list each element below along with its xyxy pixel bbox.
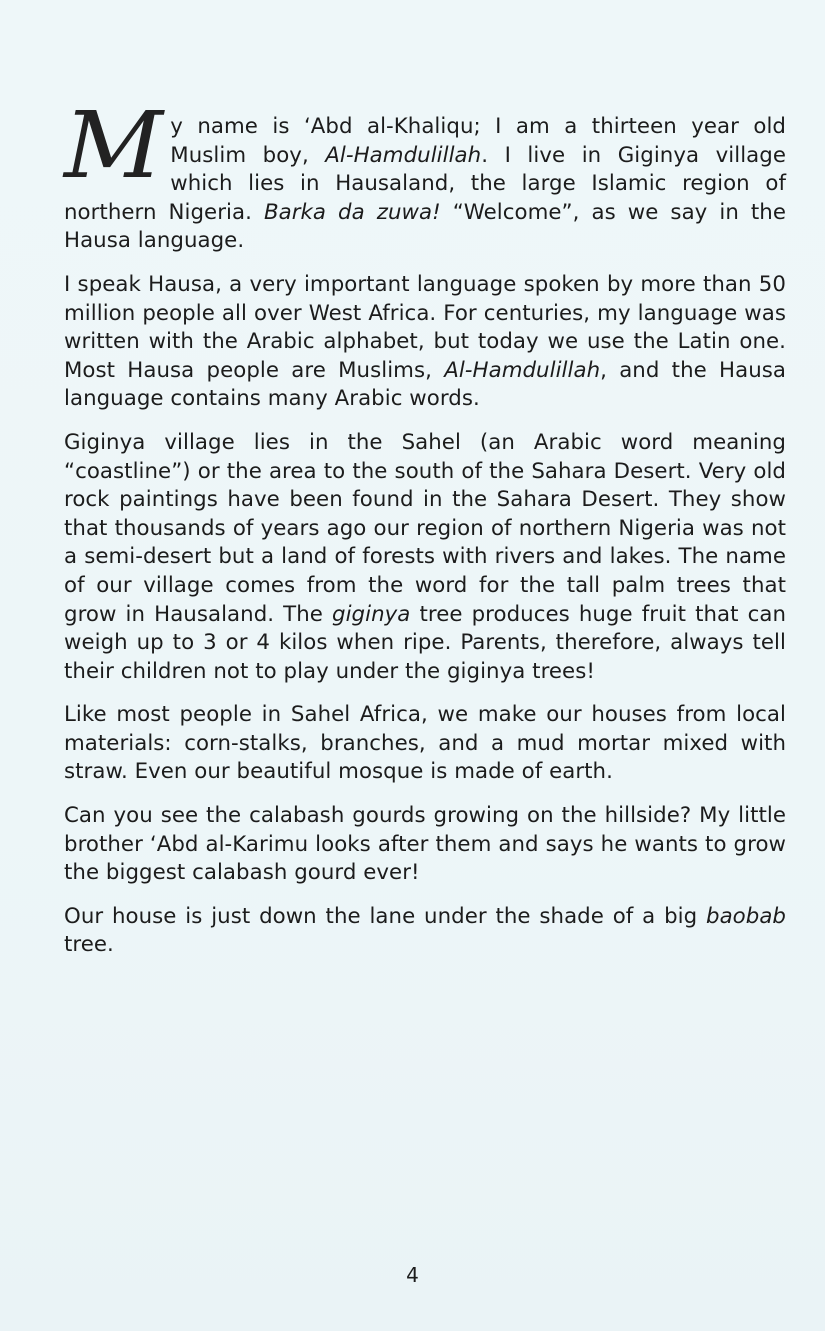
text-run: Like most people in Sahel Africa, we make our houses from local materials: corn-stalks, branches, and a mud mortar mixed with straw. Even our beautiful mosque is made of earth. [64, 702, 786, 785]
paragraph-4 [64, 701, 786, 787]
text-run: y name is ‘Abd al-Khaliqu; I am a thirteen year old Muslim boy, [170, 114, 786, 168]
text-run: Can you see the calabash gourds growing on the hillside? My little brother ‘Abd al-Karimu looks after them and says he wants to grow the biggest calabash gourd ever! [64, 803, 786, 886]
italic-term: baobab [706, 903, 786, 929]
paragraph-5 [64, 802, 786, 888]
paragraph-3 [64, 429, 786, 686]
paragraph-2 [64, 271, 786, 414]
paragraph-6 [64, 903, 786, 960]
drop-cap-letter: M [64, 92, 163, 199]
body-text [64, 92, 786, 975]
text-run: , and the Hausa language contains many Arabic words. [64, 357, 786, 412]
text-run: “Welcome”, as we say in the Hausa language. [64, 199, 786, 254]
text-run: Giginya village lies in the Sahel (an Arabic word meaning “coastline”) or the area to the south of the Sahara Desert. Very old rock paintings have been found in the Sahara Desert. They show that thousands of years ago our region of northern Nigeria was not a semi-desert but a land of forests with rivers and lakes. The name of our village comes from the word for the tall palm trees that grow in Hausaland. The [64, 429, 786, 627]
paragraph-1 [64, 92, 786, 256]
italic-phrase: Barka da zuwa! [263, 199, 441, 225]
text-run: I speak Hausa, a very important language spoken by more than 50 million people all over West Africa. For centuries, my language was written with the Arabic alphabet, but today we use the Latin one. Most Hausa people are Muslims, [64, 271, 786, 383]
italic-term: giginya [332, 601, 411, 627]
italic-term: Al-Hamdulillah [325, 142, 482, 168]
text-run: tree. [64, 932, 114, 958]
page-number: 4 [406, 1263, 419, 1287]
text-run: . I live in Giginya village which lies in Hausaland, the large Islamic region of northern Nigeria. [64, 142, 786, 225]
text-run: Our house is just down the lane under the shade of a big [64, 903, 706, 929]
italic-term: Al-Hamdulillah [444, 357, 601, 383]
text-run: tree produces huge fruit that can weigh up to 3 or 4 kilos when ripe. Parents, therefore, always tell their children not to play under the giginya trees! [64, 601, 786, 684]
